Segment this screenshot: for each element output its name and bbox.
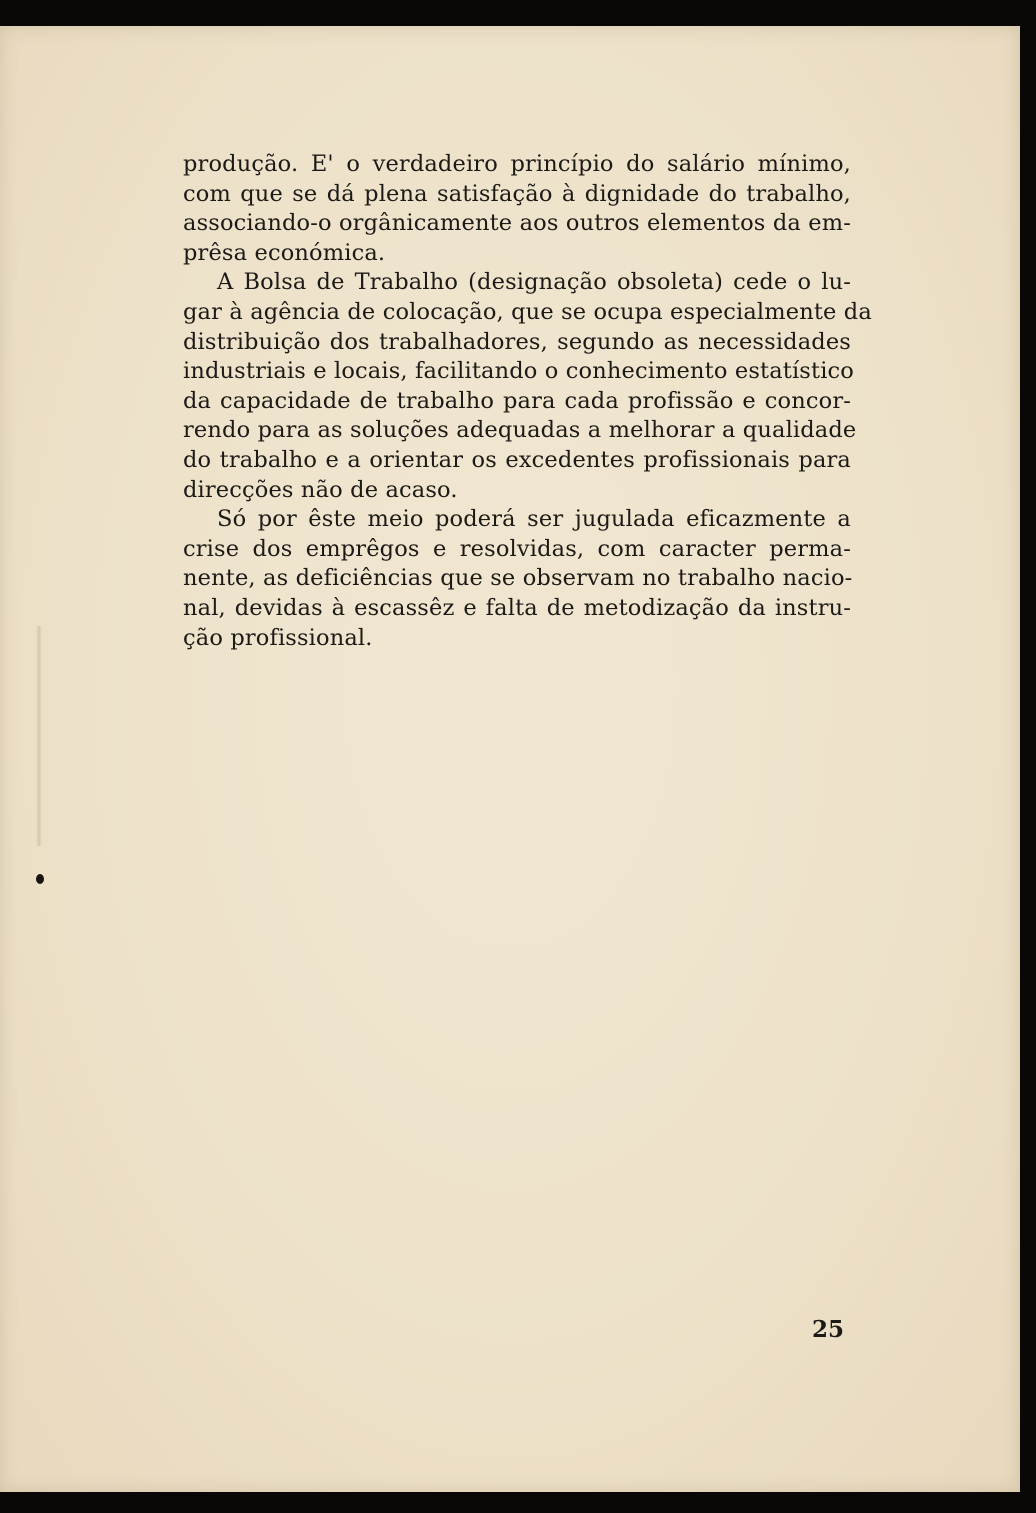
text-line: direcções não de acaso.	[183, 476, 458, 503]
text-line: gar à agência de colocação, que se ocupa especialmente da	[183, 298, 872, 325]
text-line: rendo para as soluções adequadas a melhorar a qualidade	[183, 417, 857, 444]
text-line: da capacidade de trabalho para cada profissão e concor-	[183, 387, 851, 414]
body-text	[183, 150, 872, 653]
binding-edge	[36, 626, 42, 846]
paragraph-start-line: A Bolsa de Trabalho (designação obsoleta) cede o lu-	[217, 269, 851, 296]
text-line: associando-o orgânicamente aos outros elementos da em-	[183, 210, 851, 237]
text-line: industriais e locais, facilitando o conhecimento estatístico	[183, 358, 854, 385]
text-line: crise dos emprêgos e resolvidas, com caracter perma-	[183, 535, 851, 562]
text-line: do trabalho e a orientar os excedentes profissionais para	[183, 446, 851, 473]
binding-mark	[36, 874, 44, 884]
page-number: 25	[812, 1316, 845, 1343]
text-line: nal, devidas à escassêz e falta de metodização da instru-	[183, 594, 851, 621]
text-line: produção. E' o verdadeiro princípio do salário mínimo,	[183, 151, 851, 177]
text-line: com que se dá plena satisfação à dignidade do trabalho,	[183, 180, 851, 207]
text-line: distribuição dos trabalhadores, segundo as necessidades	[183, 328, 851, 355]
text-line: prêsa económica.	[183, 239, 386, 266]
text-line: ção profissional.	[183, 624, 373, 651]
text-line: nente, as deficiências que se observam no trabalho nacio-	[183, 565, 853, 592]
paragraph-start-line: Só por êste meio poderá ser jugulada eficazmente a	[217, 506, 851, 533]
